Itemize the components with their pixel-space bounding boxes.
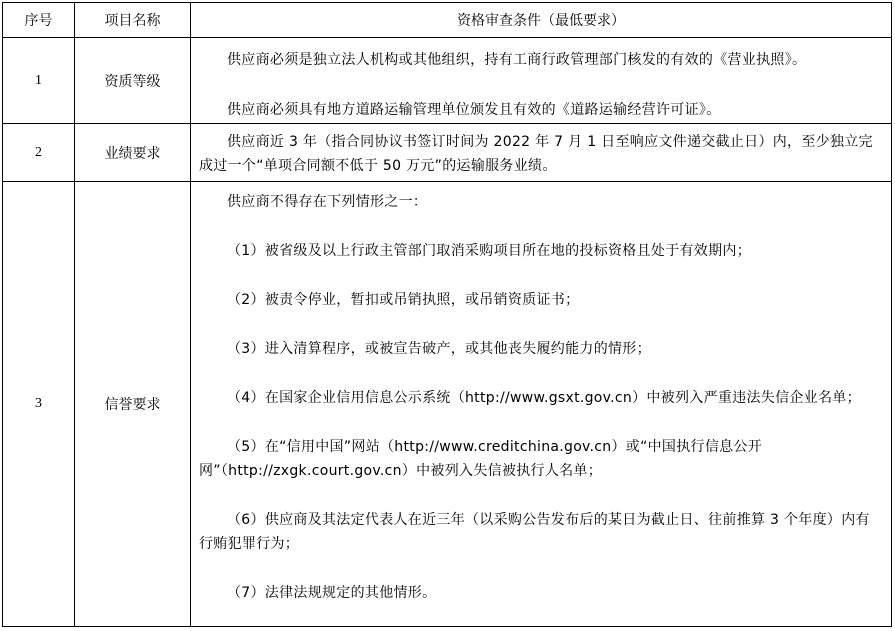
row-seq: 1 <box>3 38 75 124</box>
row-seq: 2 <box>3 124 75 182</box>
criteria-line: 供应商必须是独立法人机构或其他组织，持有工商行政管理部门核发的有效的《营业执照》。 <box>227 52 807 68</box>
row-criteria <box>191 38 892 124</box>
criteria-item: （4）在国家企业信用信息公示系统（http://www.gsxt.gov.cn）中被列入严重违法失信企业名单； <box>227 390 861 406</box>
row-item-name: 业绩要求 <box>75 124 191 182</box>
criteria-item: （7）法律法规规定的其他情形。 <box>227 585 437 601</box>
row-criteria <box>191 124 892 182</box>
table-row <box>3 124 892 182</box>
row-item-name: 资质等级 <box>75 38 191 124</box>
header-seq: 序号 <box>3 3 75 38</box>
criteria-intro: 供应商不得存在下列情形之一： <box>227 194 428 210</box>
criteria-item: （2）被责令停业，暂扣或吊销执照，或吊销资质证书； <box>227 292 580 308</box>
criteria-item: （6）供应商及其法定代表人在近三年（以采购公告发布后的某日为截止日、往前推算 3 个年度）内有行贿犯罪行为； <box>199 512 870 552</box>
table-row <box>3 182 892 627</box>
table-row <box>3 38 892 124</box>
row-seq: 3 <box>3 182 75 627</box>
table-header-row <box>3 3 892 38</box>
criteria-item: （1）被省级及以上行政主管部门取消采购项目所在地的投标资格且处于有效期内； <box>227 243 752 259</box>
criteria-line: 供应商必须具有地方道路运输管理单位颁发且有效的《道路运输经营许可证》。 <box>227 102 721 118</box>
qualification-table <box>2 2 892 627</box>
header-criteria: 资格审查条件（最低要求） <box>191 3 892 38</box>
criteria-item: （3）进入清算程序，或被宣告破产，或其他丧失履约能力的情形； <box>227 341 651 357</box>
criteria-line: 供应商近 3 年（指合同协议书签订时间为 2022 年 7 月 1 日至响应文件递交截止日）内，至少独立完成过一个“单项合同额不低于 50 万元”的运输服务业绩。 <box>199 134 873 174</box>
criteria-item: （5）在“信用中国”网站（http://www.creditchina.gov.cn）或“中国执行信息公开网”（http://zxgk.court.gov.cn）中被列入失信被执行人名单； <box>199 439 763 479</box>
header-item-name: 项目名称 <box>75 3 191 38</box>
row-criteria <box>191 182 892 627</box>
row-item-name: 信誉要求 <box>75 182 191 627</box>
